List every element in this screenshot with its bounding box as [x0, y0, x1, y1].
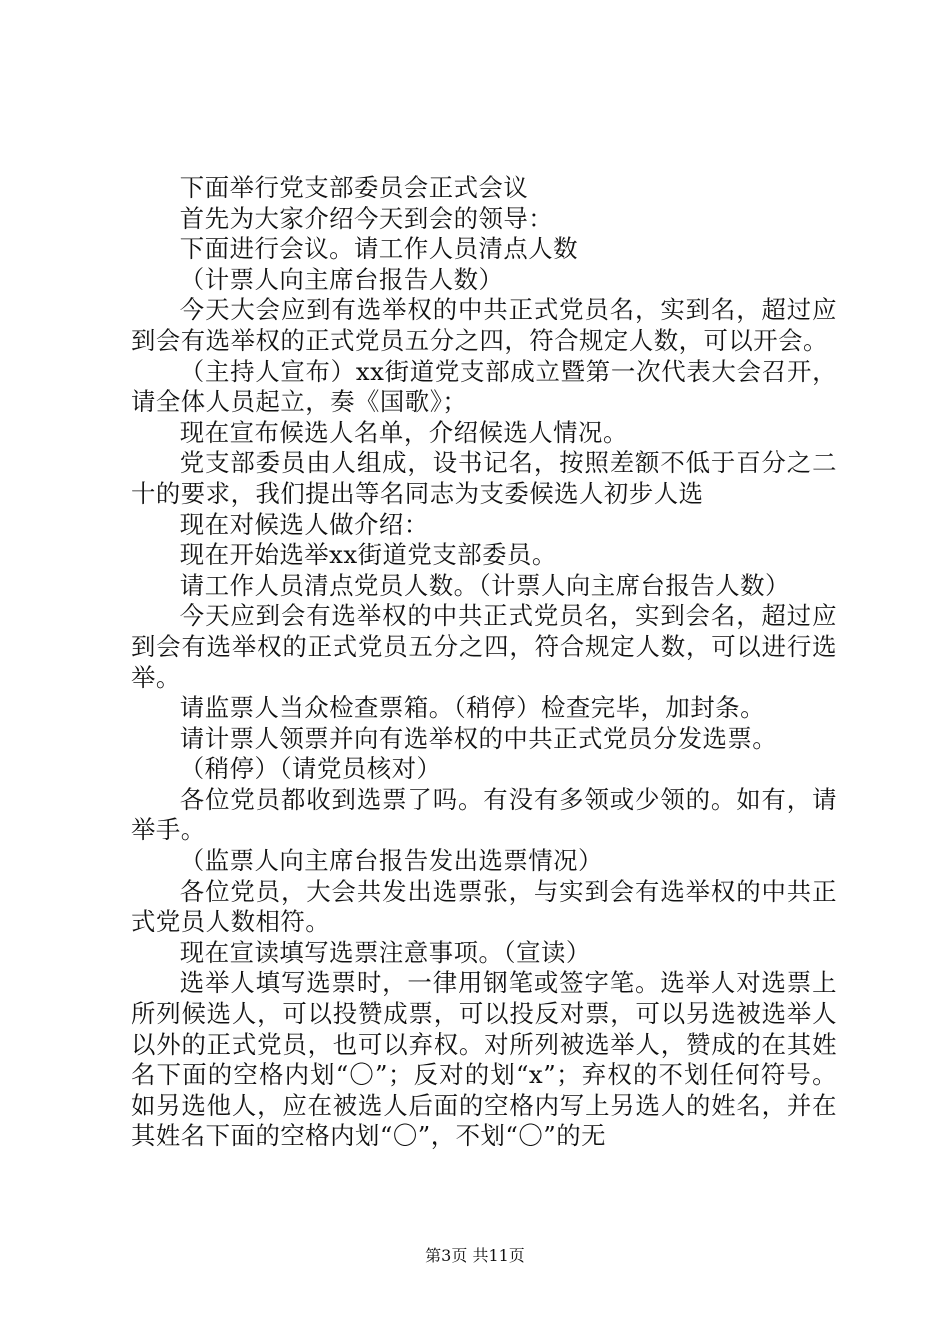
paragraph: （计票人向主席台报告人数）	[179, 264, 504, 294]
paragraph: 下面举行党支部委员会正式会议	[179, 173, 529, 202]
paragraph: 今天大会应到有选举权的中共正式党员名，实到名，超过应到会有选举权的正式党员五分之四，符合规定人数，可以开会。	[131, 295, 837, 355]
paragraph: 请监票人当众检查票箱。（稍停）检查完毕，加封条。	[179, 693, 765, 723]
page-footer: 第3页 共11页	[425, 1246, 525, 1265]
paragraph: 现在开始选举xx街道党支部委员。	[179, 540, 557, 570]
paragraph: （主持人宣布）xx街道党支部成立暨第一次代表大会召开，请全体人员起立，奏《国歌》；	[131, 356, 837, 417]
paragraph: 下面进行会议。请工作人员清点人数	[179, 234, 579, 264]
paragraph: 首先为大家介绍今天到会的领导：	[179, 203, 554, 233]
paragraph: 请计票人领票并向有选举权的中共正式党员分发选票。	[179, 723, 778, 753]
paragraph: 各位党员，大会共发出选票张，与实到会有选举权的中共正式党员人数相符。	[131, 876, 837, 937]
document-body	[131, 173, 837, 1152]
paragraph: 请工作人员清点党员人数。（计票人向主席台报告人数）	[179, 570, 790, 600]
paragraph: 现在对候选人做介绍：	[179, 509, 429, 539]
paragraph: 现在宣布候选人名单，介绍候选人情况。	[179, 417, 628, 447]
paragraph: 党支部委员由人组成，设书记名，按照差额不低于百分之二十的要求，我们提出等名同志为支委候选人初步人选	[131, 448, 837, 508]
paragraph: （稍停）（请党员核对）	[179, 754, 442, 784]
paragraph: 各位党员都收到选票了吗。有没有多领或少领的。如有，请举手。	[131, 784, 837, 845]
paragraph: （监票人向主席台报告发出选票情况）	[179, 846, 603, 876]
paragraph: 今天应到会有选举权的中共正式党员名，实到会名，超过应到会有选举权的正式党员五分之四，符合规定人数，可以进行选举。	[131, 601, 837, 692]
paragraph: 现在宣读填写选票注意事项。（宣读）	[179, 937, 591, 967]
paragraph: 选举人填写选票时，一律用钢笔或签字笔。选举人对选票上所列候选人，可以投赞成票，可以投反对票，可以另选被选举人以外的正式党员，也可以弃权。对所列被选举人，赞成的在其姓名下面的空格内划“〇”；反对的划“x”；弃权的不划任何符号。如另选他人，应在被选人后面的空格内写上另选人的姓名，并在其姓名下面的空格内划“〇”，不划“〇”的无	[131, 968, 837, 1151]
